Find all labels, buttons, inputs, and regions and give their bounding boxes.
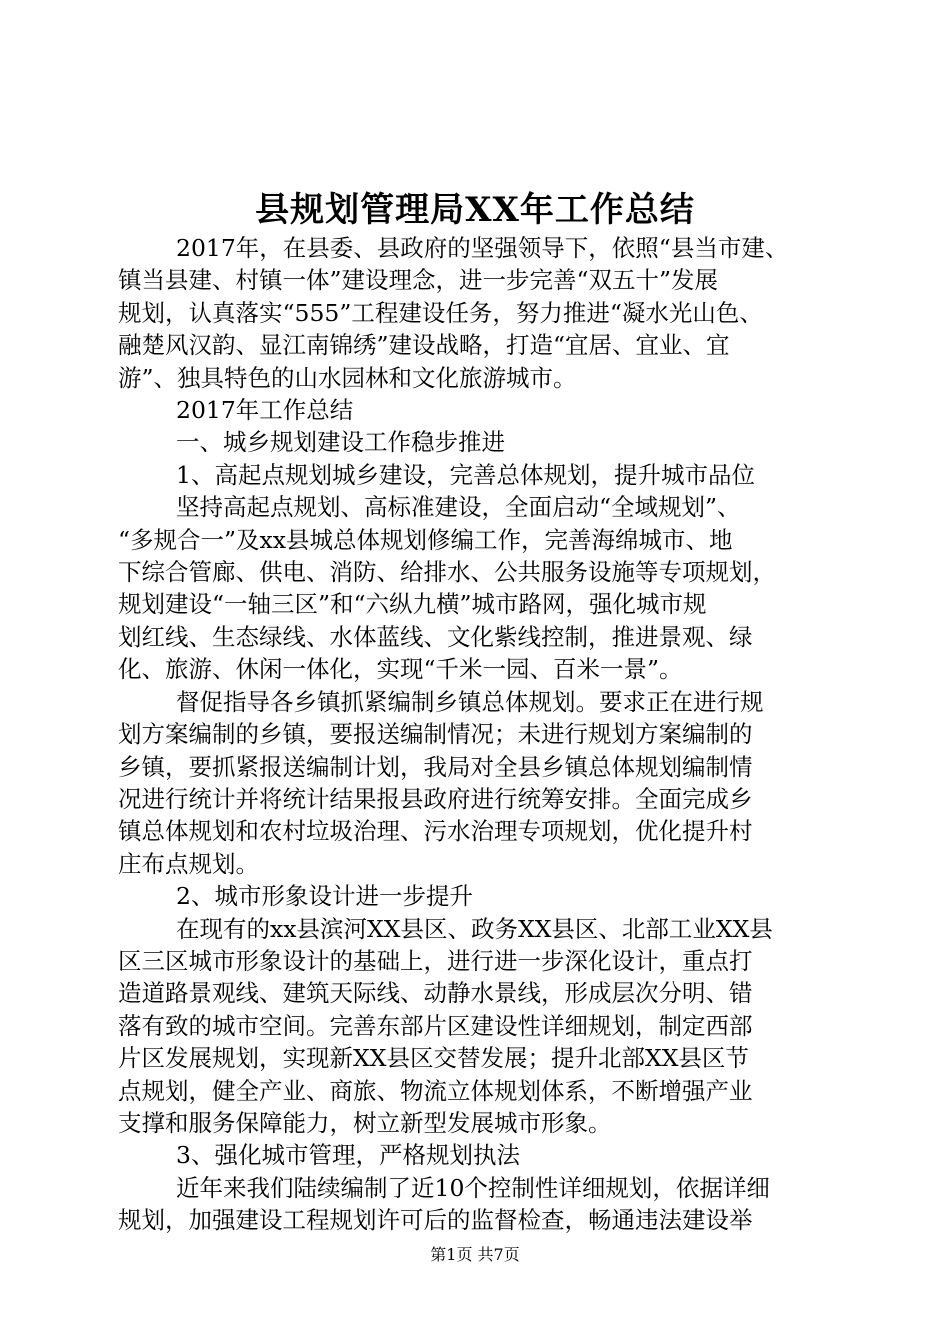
text-line: 规划建设“一轴三区”和“六纵九横”城市路网，强化城市规 [118, 590, 707, 619]
text-line: 融楚风汉韵、显江南锦绣”建设战略，打造“宜居、宜业、宜 [118, 331, 730, 360]
text-line: 区三区城市形象设计的基础上，进行进一步深化设计，重点打 [118, 946, 753, 975]
subsection-heading: 1、高起点规划城乡建设，完善总体规划，提升城市品位 [176, 460, 755, 489]
text-line: 督促指导各乡镇抓紧编制乡镇总体规划。要求正在进行规 [176, 687, 764, 716]
text-line: 规划，加强建设工程规划许可后的监督检查，畅通违法建设举 [118, 1206, 753, 1235]
text-line: 镇当县建、村镇一体”建设理念，进一步完善“双五十”发展 [118, 266, 719, 295]
text-line: 在现有的xx县滨河XX县区、政务XX县区、北部工业XX县 [176, 914, 773, 943]
text-line: 游”、独具特色的山水园林和文化旅游城市。 [118, 363, 577, 392]
section-heading: 一、城乡规划建设工作稳步推进 [176, 428, 505, 457]
text-line: 近年来我们陆续编制了近10个控制性详细规划，依据详细 [176, 1173, 770, 1202]
text-line: 下综合管廊、供电、消防、给排水、公共服务设施等专项规划， [118, 558, 776, 587]
text-line: 规划，认真落实“555”工程建设任务，努力推进“凝水光山色、 [118, 298, 763, 327]
text-line: 庄布点规划。 [118, 849, 259, 878]
section-heading: 2017年工作总结 [176, 396, 354, 425]
text-line: “多规合一”及xx县城总体规划修编工作，完善海绵城市、地 [118, 525, 733, 554]
text-line: 2017年，在县委、县政府的坚强领导下，依照“县当市建、 [176, 234, 789, 262]
text-line: 划方案编制的乡镇，要报送编制情况；未进行规划方案编制的 [118, 720, 753, 749]
document-title: 县规划管理局XX年工作总结 [255, 190, 695, 230]
subsection-heading: 2、城市形象设计进一步提升 [176, 882, 473, 911]
text-line: 化、旅游、休闲一体化，实现“千米一园、百米一景”。 [118, 655, 683, 684]
text-line: 况进行统计并将统计结果报县政府进行统筹安排。全面完成乡 [118, 784, 753, 813]
text-line: 划红线、生态绿线、水体蓝线、文化紫线控制，推进景观、绿 [118, 622, 753, 651]
text-line: 镇总体规划和农村垃圾治理、污水治理专项规划，优化提升村 [118, 817, 753, 846]
page-footer: 第1页 共7页 [430, 1245, 520, 1264]
document-body [118, 232, 832, 1237]
text-line: 点规划，健全产业、商旅、物流立体规划体系，不断增强产业 [118, 1076, 753, 1105]
text-line: 乡镇，要抓紧报送编制计划，我局对全县乡镇总体规划编制情 [118, 752, 753, 781]
subsection-heading: 3、强化城市管理，严格规划执法 [176, 1141, 520, 1170]
text-line: 坚持高起点规划、高标准建设，全面启动“全域规划”、 [176, 493, 741, 522]
text-line: 造道路景观线、建筑天际线、动静水景线，形成层次分明、错 [118, 979, 753, 1008]
text-line: 片区发展规划，实现新XX县区交替发展；提升北部XX县区节 [118, 1044, 749, 1073]
text-line: 支撑和服务保障能力，树立新型发展城市形象。 [118, 1108, 612, 1137]
text-line: 落有致的城市空间。完善东部片区建设性详细规划，制定西部 [118, 1011, 753, 1040]
